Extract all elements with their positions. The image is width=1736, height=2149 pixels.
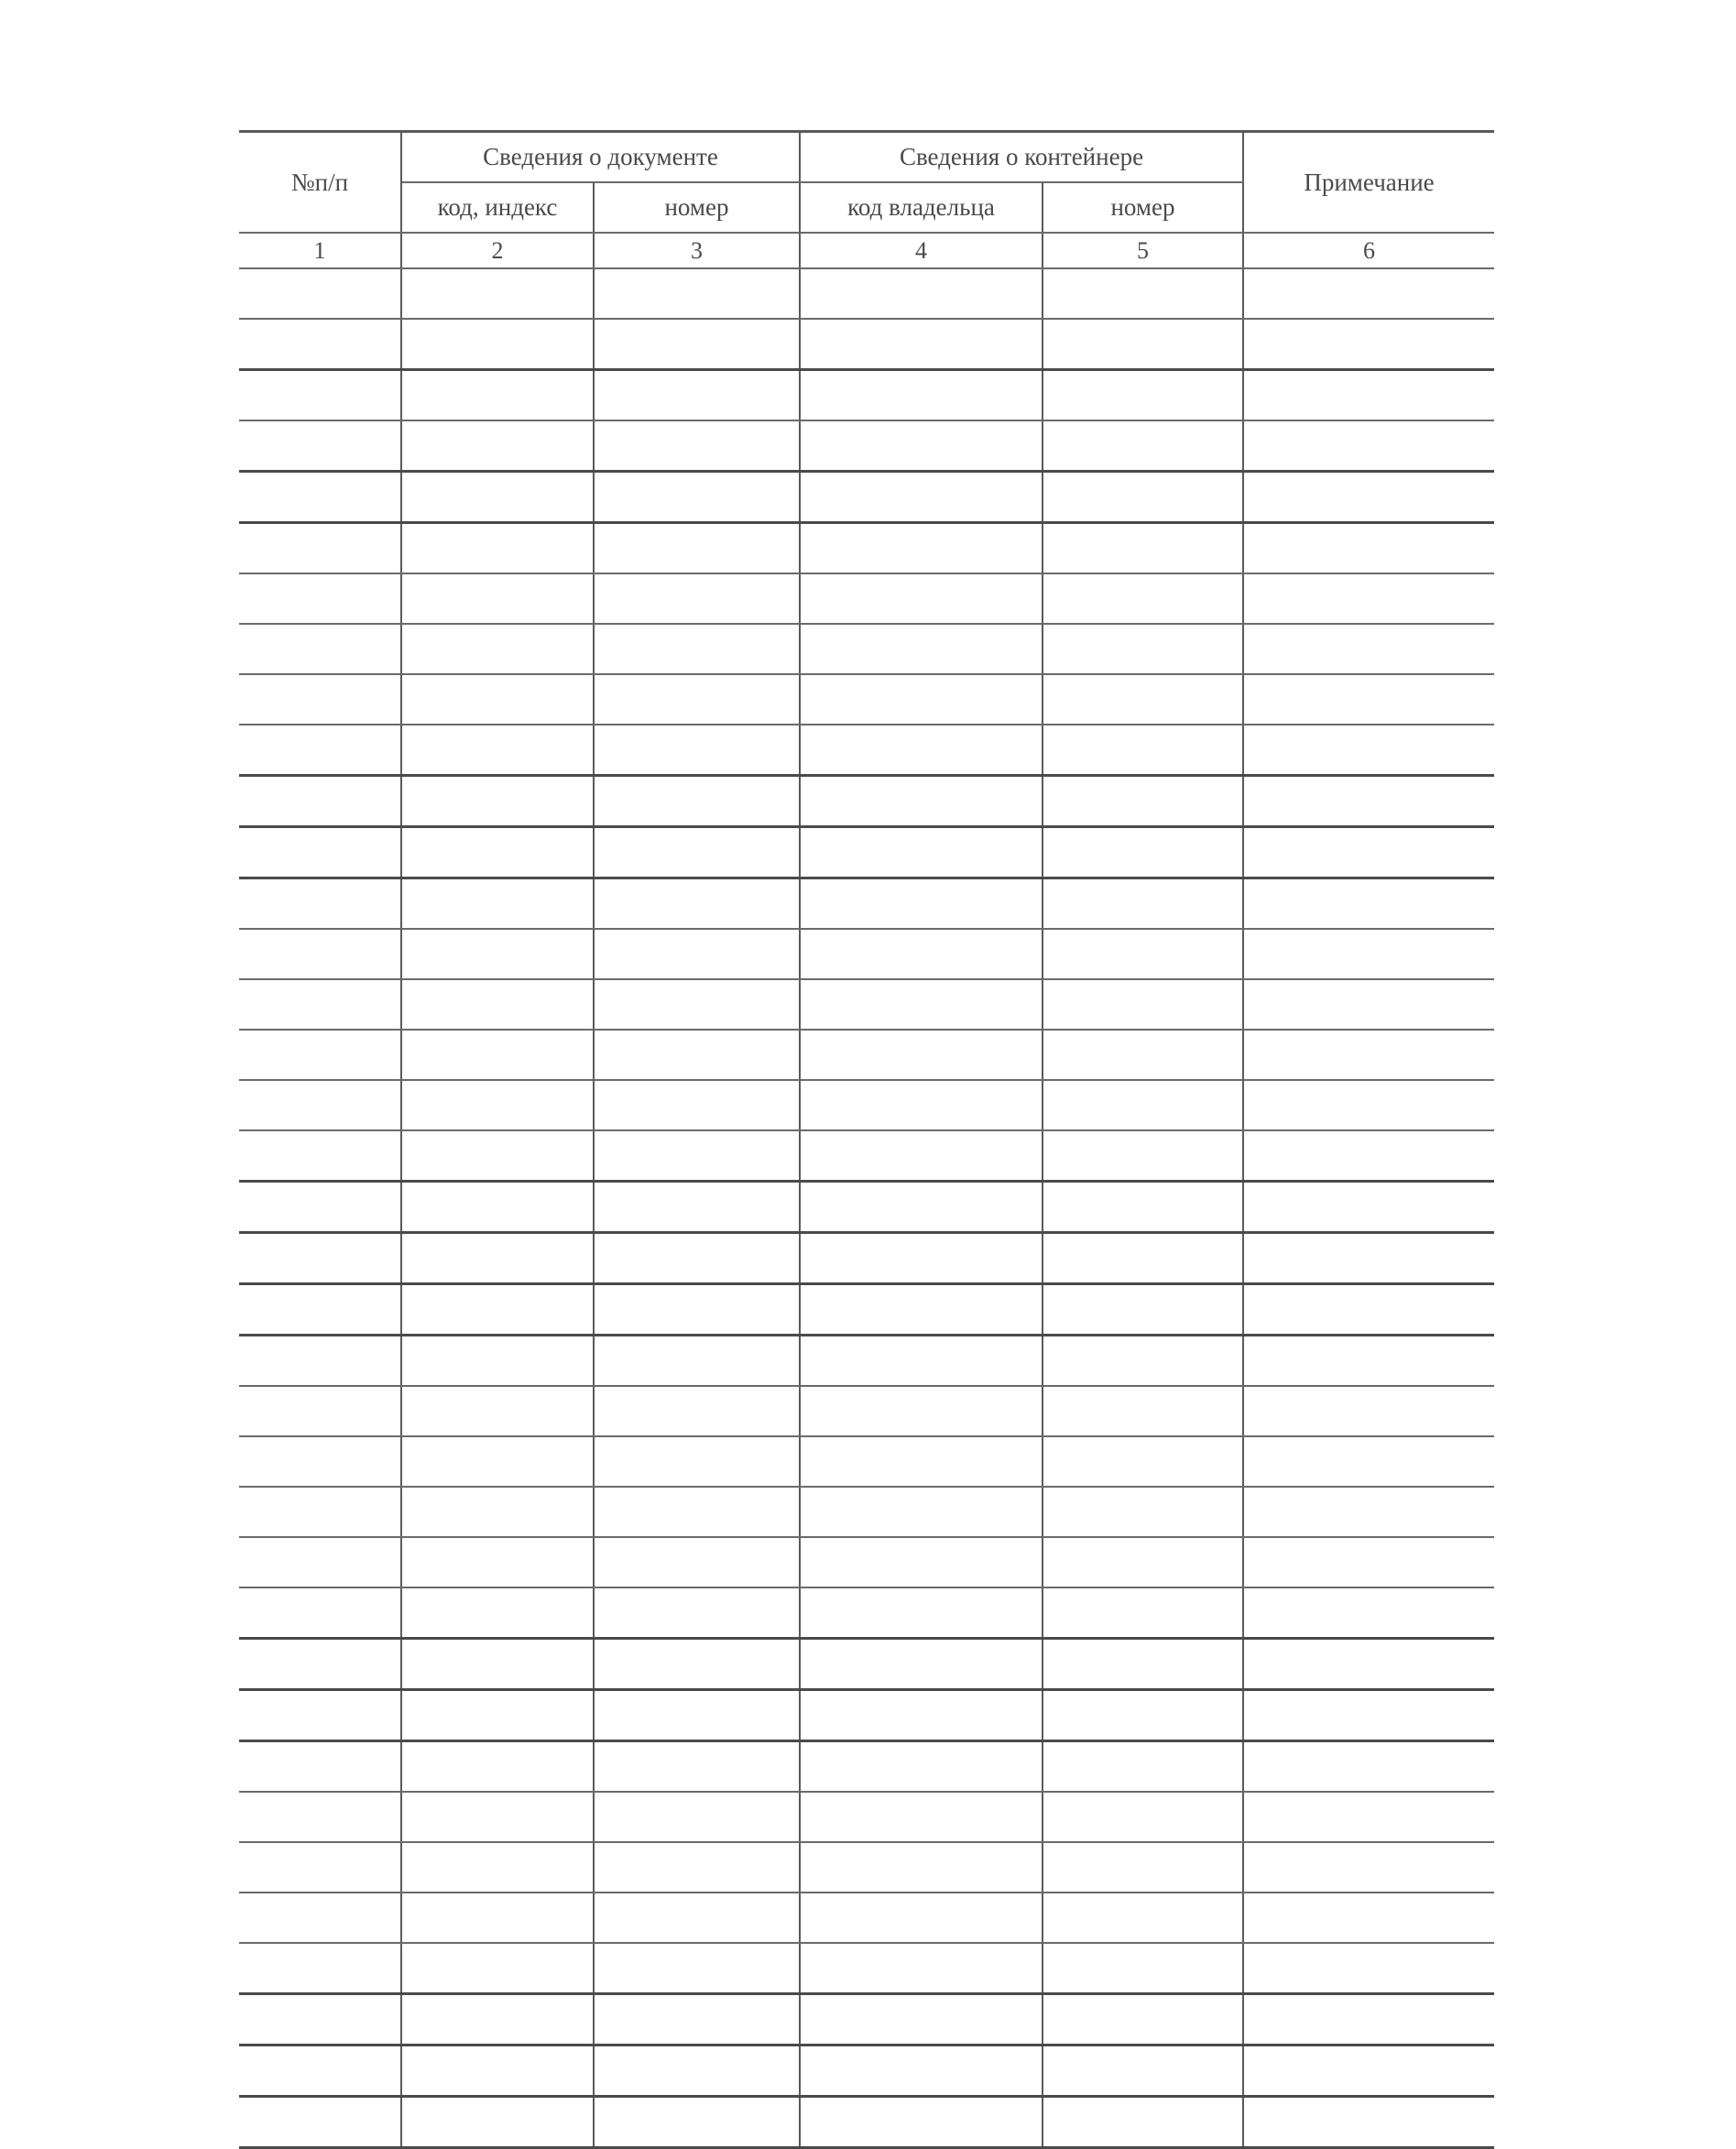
table-cell[interactable] <box>1243 1792 1494 1842</box>
header-owner-code: код владельца <box>800 182 1043 233</box>
column-number: 3 <box>594 233 800 268</box>
table-row <box>239 2045 1494 2097</box>
table-row <box>239 1690 1494 1741</box>
table-cell[interactable] <box>594 1487 800 1537</box>
table-cell[interactable] <box>239 674 401 725</box>
table-cell[interactable] <box>401 1842 594 1893</box>
table-cell[interactable] <box>800 2045 1043 2097</box>
table-cell[interactable] <box>239 1741 401 1793</box>
table-cell[interactable] <box>594 624 800 674</box>
table-cell[interactable] <box>401 878 594 930</box>
table-cell[interactable] <box>800 1537 1043 1587</box>
table-row <box>239 624 1494 674</box>
table-row <box>239 268 1494 319</box>
table-row <box>239 1792 1494 1842</box>
table-cell[interactable] <box>1243 1690 1494 1741</box>
table-cell[interactable] <box>800 674 1043 725</box>
table-cell[interactable] <box>1043 573 1243 624</box>
table-cell[interactable] <box>401 1487 594 1537</box>
table-cell[interactable] <box>401 725 594 776</box>
table-cell[interactable] <box>800 420 1043 472</box>
table-cell[interactable] <box>800 1436 1043 1487</box>
table-cell[interactable] <box>594 370 800 421</box>
table-cell[interactable] <box>800 1587 1043 1639</box>
table-cell[interactable] <box>239 624 401 674</box>
table-header <box>239 132 1494 269</box>
table-cell[interactable] <box>401 1182 594 1233</box>
table-cell[interactable] <box>1043 878 1243 930</box>
table-cell[interactable] <box>594 1336 800 1387</box>
table-cell[interactable] <box>401 674 594 725</box>
column-number: 6 <box>1243 233 1494 268</box>
table-cell[interactable] <box>401 319 594 370</box>
table-cell[interactable] <box>239 979 401 1030</box>
table-cell[interactable] <box>1243 1487 1494 1537</box>
table-cell[interactable] <box>594 1639 800 1690</box>
table-cell[interactable] <box>800 1284 1043 1336</box>
table-row <box>239 420 1494 472</box>
table-cell[interactable] <box>1043 827 1243 878</box>
table-cell[interactable] <box>401 1994 594 2045</box>
table-cell[interactable] <box>800 1182 1043 1233</box>
table-row <box>239 776 1494 827</box>
table-cell[interactable] <box>800 1893 1043 1943</box>
table-cell[interactable] <box>401 929 594 979</box>
table-cell[interactable] <box>1043 1030 1243 1080</box>
table-cell[interactable] <box>800 1386 1043 1436</box>
table-cell[interactable] <box>800 2097 1043 2148</box>
table-row <box>239 1182 1494 1233</box>
table-row <box>239 929 1494 979</box>
table-row <box>239 1587 1494 1639</box>
table-row <box>239 1130 1494 1182</box>
table-cell[interactable] <box>1043 1386 1243 1436</box>
table-row <box>239 674 1494 725</box>
table-cell[interactable] <box>800 979 1043 1030</box>
table-cell[interactable] <box>1243 1182 1494 1233</box>
table-cell[interactable] <box>1243 1537 1494 1587</box>
table-cell[interactable] <box>239 1182 401 1233</box>
table-cell[interactable] <box>1043 319 1243 370</box>
table-cell[interactable] <box>1043 523 1243 574</box>
table-cell[interactable] <box>401 1080 594 1130</box>
header-container-number: номер <box>1043 182 1243 233</box>
table-cell[interactable] <box>1043 268 1243 319</box>
table-cell[interactable] <box>800 472 1043 523</box>
table-cell[interactable] <box>1043 725 1243 776</box>
table-cell[interactable] <box>1043 1130 1243 1182</box>
table-cell[interactable] <box>1043 1182 1243 1233</box>
header-number: №п/п <box>239 132 401 234</box>
table-cell[interactable] <box>594 319 800 370</box>
table-cell[interactable] <box>239 573 401 624</box>
table-cell[interactable] <box>1243 878 1494 930</box>
table-cell[interactable] <box>401 420 594 472</box>
table-cell[interactable] <box>1043 1436 1243 1487</box>
table-cell[interactable] <box>401 624 594 674</box>
table-row <box>239 1741 1494 1793</box>
table-cell[interactable] <box>239 1130 401 1182</box>
table-row <box>239 1893 1494 1943</box>
table-cell[interactable] <box>594 472 800 523</box>
table-cell[interactable] <box>800 1994 1043 2045</box>
table-cell[interactable] <box>401 268 594 319</box>
table-cell[interactable] <box>1043 1943 1243 1994</box>
table-cell[interactable] <box>594 674 800 725</box>
table-cell[interactable] <box>239 725 401 776</box>
table-cell[interactable] <box>594 1587 800 1639</box>
table-cell[interactable] <box>800 1233 1043 1284</box>
table-row <box>239 1336 1494 1387</box>
table-cell[interactable] <box>401 1233 594 1284</box>
table-cell[interactable] <box>1043 979 1243 1030</box>
column-number: 1 <box>239 233 401 268</box>
table-cell[interactable] <box>1043 1233 1243 1284</box>
table-cell[interactable] <box>800 624 1043 674</box>
table-cell[interactable] <box>594 523 800 574</box>
table-cell[interactable] <box>1243 1943 1494 1994</box>
table-cell[interactable] <box>401 1386 594 1436</box>
header-document-code: код, индекс <box>401 182 594 233</box>
column-number: 5 <box>1043 233 1243 268</box>
table-cell[interactable] <box>1043 472 1243 523</box>
table-cell[interactable] <box>800 573 1043 624</box>
table-row <box>239 1080 1494 1130</box>
table-cell[interactable] <box>1243 1284 1494 1336</box>
table-cell[interactable] <box>401 1690 594 1741</box>
table-row <box>239 1537 1494 1587</box>
table-cell[interactable] <box>800 1741 1043 1793</box>
table-cell[interactable] <box>594 1842 800 1893</box>
table-cell[interactable] <box>594 268 800 319</box>
table-cell[interactable] <box>239 268 401 319</box>
table-cell[interactable] <box>1243 319 1494 370</box>
table-cell[interactable] <box>1243 1893 1494 1943</box>
table-cell[interactable] <box>800 319 1043 370</box>
table-row <box>239 1030 1494 1080</box>
table-cell[interactable] <box>1243 1080 1494 1130</box>
table-cell[interactable] <box>239 929 401 979</box>
table-cell[interactable] <box>1043 674 1243 725</box>
table-cell[interactable] <box>1043 1487 1243 1537</box>
table-cell[interactable] <box>800 776 1043 827</box>
table-row <box>239 1436 1494 1487</box>
table-row <box>239 319 1494 370</box>
table-cell[interactable] <box>1243 1233 1494 1284</box>
table-cell[interactable] <box>594 1080 800 1130</box>
table-cell[interactable] <box>1043 420 1243 472</box>
table-cell[interactable] <box>239 1842 401 1893</box>
table-cell[interactable] <box>239 776 401 827</box>
header-document-number: номер <box>594 182 800 233</box>
table-cell[interactable] <box>800 523 1043 574</box>
table-cell[interactable] <box>1243 776 1494 827</box>
table-cell[interactable] <box>239 878 401 930</box>
table-cell[interactable] <box>1043 1537 1243 1587</box>
table-cell[interactable] <box>594 1537 800 1587</box>
table-cell[interactable] <box>239 1537 401 1587</box>
table-cell[interactable] <box>401 370 594 421</box>
table-cell[interactable] <box>1243 370 1494 421</box>
table-cell[interactable] <box>401 1336 594 1387</box>
table-cell[interactable] <box>1043 1080 1243 1130</box>
table-cell[interactable] <box>239 2097 401 2148</box>
table-cell[interactable] <box>800 1792 1043 1842</box>
table-cell[interactable] <box>1243 420 1494 472</box>
table-row <box>239 1842 1494 1893</box>
table-cell[interactable] <box>1243 573 1494 624</box>
table-cell[interactable] <box>594 929 800 979</box>
table-row <box>239 573 1494 624</box>
table-cell[interactable] <box>1043 1639 1243 1690</box>
table-cell[interactable] <box>401 1130 594 1182</box>
table-cell[interactable] <box>1043 776 1243 827</box>
table-cell[interactable] <box>594 1182 800 1233</box>
table-cell[interactable] <box>1243 1030 1494 1080</box>
table-cell[interactable] <box>1243 1994 1494 2045</box>
table-cell[interactable] <box>401 827 594 878</box>
table-cell[interactable] <box>401 2097 594 2148</box>
table-cell[interactable] <box>239 420 401 472</box>
table-cell[interactable] <box>1043 370 1243 421</box>
table-cell[interactable] <box>401 979 594 1030</box>
table-cell[interactable] <box>594 573 800 624</box>
table-cell[interactable] <box>239 472 401 523</box>
table-cell[interactable] <box>800 1639 1043 1690</box>
table-cell[interactable] <box>401 523 594 574</box>
table-cell[interactable] <box>1243 725 1494 776</box>
table-cell[interactable] <box>239 827 401 878</box>
table-cell[interactable] <box>1043 1842 1243 1893</box>
table-cell[interactable] <box>800 1080 1043 1130</box>
table-cell[interactable] <box>1243 929 1494 979</box>
table-cell[interactable] <box>800 1030 1043 1080</box>
header-container-info: Сведения о контейнере <box>800 132 1243 183</box>
table-row <box>239 472 1494 523</box>
table-row <box>239 1386 1494 1436</box>
table-cell[interactable] <box>594 1233 800 1284</box>
table-cell[interactable] <box>401 472 594 523</box>
table-cell[interactable] <box>1043 1792 1243 1842</box>
table-cell[interactable] <box>1243 1436 1494 1487</box>
table-cell[interactable] <box>401 1792 594 1842</box>
table-cell[interactable] <box>800 929 1043 979</box>
table-cell[interactable] <box>1243 523 1494 574</box>
table-cell[interactable] <box>594 1943 800 1994</box>
table-cell[interactable] <box>1043 1893 1243 1943</box>
table-cell[interactable] <box>239 370 401 421</box>
table-cell[interactable] <box>800 1842 1043 1893</box>
table-row <box>239 1994 1494 2045</box>
column-number: 2 <box>401 233 594 268</box>
table-cell[interactable] <box>239 1893 401 1943</box>
table-cell[interactable] <box>1043 2097 1243 2148</box>
table-cell[interactable] <box>1043 929 1243 979</box>
table-cell[interactable] <box>1243 674 1494 725</box>
table-cell[interactable] <box>1243 1741 1494 1793</box>
table-cell[interactable] <box>1043 2045 1243 2097</box>
table-cell[interactable] <box>239 2045 401 2097</box>
table-cell[interactable] <box>1043 1336 1243 1387</box>
table-cell[interactable] <box>594 827 800 878</box>
table-cell[interactable] <box>239 1994 401 2045</box>
table-cell[interactable] <box>594 1893 800 1943</box>
table-cell[interactable] <box>594 2045 800 2097</box>
table-cell[interactable] <box>594 1130 800 1182</box>
table-cell[interactable] <box>239 319 401 370</box>
table-cell[interactable] <box>1043 1284 1243 1336</box>
table-cell[interactable] <box>1243 1639 1494 1690</box>
table-cell[interactable] <box>1043 1994 1243 2045</box>
table-cell[interactable] <box>594 2097 800 2148</box>
container-document-table <box>239 130 1494 2149</box>
table-cell[interactable] <box>1243 268 1494 319</box>
table-cell[interactable] <box>1243 2097 1494 2148</box>
table-cell[interactable] <box>1243 2045 1494 2097</box>
table-row <box>239 878 1494 930</box>
header-row-groups <box>239 132 1494 183</box>
table-cell[interactable] <box>401 1639 594 1690</box>
table-row <box>239 827 1494 878</box>
table-cell[interactable] <box>1043 624 1243 674</box>
header-document-info: Сведения о документе <box>401 132 800 183</box>
table-cell[interactable] <box>800 1336 1043 1387</box>
table-row <box>239 1233 1494 1284</box>
table-cell[interactable] <box>401 776 594 827</box>
table-cell[interactable] <box>401 1893 594 1943</box>
table-cell[interactable] <box>1243 1130 1494 1182</box>
column-number: 4 <box>800 233 1043 268</box>
table-cell[interactable] <box>1243 1587 1494 1639</box>
table-cell[interactable] <box>800 1943 1043 1994</box>
table-cell[interactable] <box>594 1741 800 1793</box>
table-row <box>239 979 1494 1030</box>
table-cell[interactable] <box>239 1587 401 1639</box>
table-row <box>239 1284 1494 1336</box>
table-cell[interactable] <box>1043 1587 1243 1639</box>
header-note: Примечание <box>1243 132 1494 234</box>
table-cell[interactable] <box>594 1284 800 1336</box>
table-row <box>239 2097 1494 2148</box>
table-row <box>239 1639 1494 1690</box>
table-cell[interactable] <box>401 1436 594 1487</box>
table-cell[interactable] <box>1243 979 1494 1030</box>
table-cell[interactable] <box>239 1336 401 1387</box>
table-cell[interactable] <box>401 1537 594 1587</box>
table-cell[interactable] <box>239 1639 401 1690</box>
table-cell[interactable] <box>1243 827 1494 878</box>
table-cell[interactable] <box>239 523 401 574</box>
table-cell[interactable] <box>239 1030 401 1080</box>
table-cell[interactable] <box>239 1792 401 1842</box>
table-cell[interactable] <box>239 1233 401 1284</box>
table-cell[interactable] <box>800 370 1043 421</box>
table-cell[interactable] <box>401 2045 594 2097</box>
table-row <box>239 1487 1494 1537</box>
table-cell[interactable] <box>401 1030 594 1080</box>
table-cell[interactable] <box>239 1690 401 1741</box>
table-cell[interactable] <box>1043 1741 1243 1793</box>
table-cell[interactable] <box>401 1284 594 1336</box>
table-cell[interactable] <box>594 420 800 472</box>
table-cell[interactable] <box>800 1690 1043 1741</box>
table-cell[interactable] <box>1243 1336 1494 1387</box>
table-cell[interactable] <box>1243 472 1494 523</box>
table-cell[interactable] <box>401 1587 594 1639</box>
table-cell[interactable] <box>239 1284 401 1336</box>
table-cell[interactable] <box>800 1487 1043 1537</box>
table-cell[interactable] <box>1243 624 1494 674</box>
table-cell[interactable] <box>239 1943 401 1994</box>
table-cell[interactable] <box>1043 1690 1243 1741</box>
table-cell[interactable] <box>594 725 800 776</box>
table-cell[interactable] <box>239 1487 401 1537</box>
table-cell[interactable] <box>594 1436 800 1487</box>
table-cell[interactable] <box>594 878 800 930</box>
table-cell[interactable] <box>594 1994 800 2045</box>
table-cell[interactable] <box>239 1436 401 1487</box>
table-cell[interactable] <box>594 776 800 827</box>
table-row <box>239 523 1494 574</box>
table-cell[interactable] <box>401 1943 594 1994</box>
table-cell[interactable] <box>800 878 1043 930</box>
table-cell[interactable] <box>800 268 1043 319</box>
table-row <box>239 725 1494 776</box>
table-cell[interactable] <box>594 1792 800 1842</box>
table-cell[interactable] <box>800 827 1043 878</box>
table-cell[interactable] <box>594 979 800 1030</box>
table-cell[interactable] <box>594 1690 800 1741</box>
table-cell[interactable] <box>594 1386 800 1436</box>
header-row-column-numbers <box>239 233 1494 268</box>
table-row <box>239 370 1494 421</box>
table-cell[interactable] <box>239 1386 401 1436</box>
table-cell[interactable] <box>401 573 594 624</box>
table-cell[interactable] <box>1243 1842 1494 1893</box>
table-cell[interactable] <box>239 1080 401 1130</box>
table-cell[interactable] <box>1243 1386 1494 1436</box>
table-row <box>239 1943 1494 1994</box>
table-cell[interactable] <box>594 1030 800 1080</box>
table-cell[interactable] <box>800 725 1043 776</box>
table-body <box>239 268 1494 2148</box>
table-cell[interactable] <box>401 1741 594 1793</box>
table-cell[interactable] <box>800 1130 1043 1182</box>
